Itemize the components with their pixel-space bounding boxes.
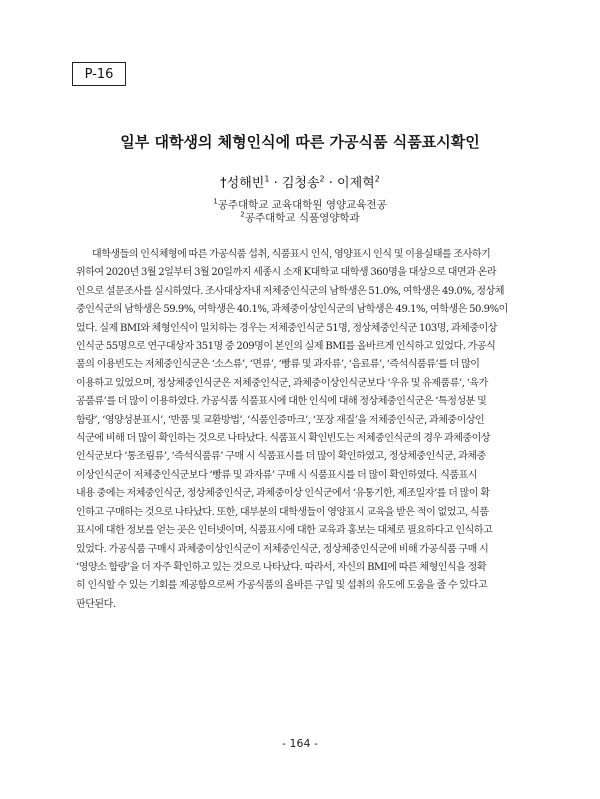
author-name: 이제혁 [337,176,375,191]
abstract-line: 판단된다. [76,598,116,610]
abstract-code-box [72,62,126,86]
author-affiliation-mark: 2 [319,174,325,184]
author-affiliation-mark: 1 [264,174,270,184]
abstract-line: 었다. 실제 BMI와 체형인식이 일치하는 경우는 저체중인식군 51명, 정상체중인식군 103명, 과체중이상 [76,322,497,334]
author-line [0,172,600,191]
author-affiliation-mark: 2 [374,174,380,184]
author-name: 김청송 [281,176,320,191]
abstract-line: 히 인식할 수 있는 기회를 제공함으로써 가공식품의 올바른 구입 및 섭취의 유도에 도움을 줄 수 있다고 [76,580,488,592]
affiliation-text: 공주대학교 교육대학원 영양교육전공 [217,199,387,211]
abstract-line: 공품류’를 더 많이 이용하였다. 가공식품 식품표시에 대한 인식에 대해 정상체중인식군은 ‘특정성분 및 [76,396,487,408]
abstract-line: 대학생들의 인식체형에 따른 가공식품 섭취, 식품표시 인식, 영양표시 인식 및 이용실태를 조사하기 [92,249,491,260]
abstract-line: 이상인식군이 저체중인식군보다 ‘빵류 및 과자류’ 구매 시 식품표시를 더 많이 확인하였다. 식품표시 [76,469,478,481]
abstract-line: 중인식군의 남학생은 59.9%, 여학생은 40.1%, 과체중이상인식군의 남학생은 49.1%, 여학생은 50.9%이 [76,304,508,316]
abstract-line: ‘영양소 함량’을 더 자주 확인하고 있는 것으로 나타났다. 따라서, 자신의 BMI에 따른 체형인식을 정확 [76,561,487,573]
abstract-line: 표시에 대한 정보를 얻는 곳은 인터넷이며, 식품표시에 대한 교육과 홍보는 대체로 필요하다고 인식하고 [76,525,493,537]
affiliation [0,210,600,225]
abstract-line: 내용 중에는 저체중인식군, 정상체중인식군, 과체중이상 인식군에서 ‘유통기한, 제조일자’를 더 많이 확 [76,488,490,500]
abstract-line: 품의 이용빈도는 저체중인식군은 ‘소스류’, ‘면류’, ‘빵류 및 과자류’, ‘음료류’, ‘즉석식품류’를 더 많이 [76,359,480,371]
affiliation-mark: 2 [240,210,245,219]
abstract-code: P-16 [84,66,114,82]
abstract-line: 위하여 2020년 3월 2일부터 3월 20일까지 세종시 소재 K대학교 대학생 360명을 대상으로 대면과 온라 [76,267,497,279]
abstract-line: 있었다. 가공식품 구매시 과체중이상인식군이 저체중인식군, 정상체중인식군에 비해 가공식품 구매 시 [76,543,489,555]
author-name: 성해빈 [226,176,265,191]
author-separator: · [324,176,338,191]
abstract-line: 인으로 설문조사를 실시하였다. 조사대상자내 저체중인식군의 남학생은 51.0%, 여학생은 49.0%, 정상체 [76,285,505,297]
abstract-line: 이용하고 있었으며, 정상체중인식군은 저체중인식군, 과체중이상인식군보다 ‘우유 및 유제품류’, ‘육가 [76,377,488,389]
abstract-body [76,246,532,614]
abstract-line: 식군에 비해 더 많이 확인하는 것으로 나타났다. 식품표시 확인빈도는 저체중인식군의 경우 과체중이상 [76,433,491,445]
abstract-line: 인식군 55명으로 연구대상자 351명 중 209명이 본인의 실제 BMI를 올바르게 인식하고 있었다. 가공식 [76,341,496,353]
paper-title: 일부 대학생의 체형인식에 따른 가공식품 식품표시확인 [120,133,480,151]
abstract-line: 인하고 구매하는 것으로 나타났다. 또한, 대부분의 대학생들이 영양표시 교육을 받은 적이 없었고, 식품 [76,506,489,518]
corresponding-mark: † [220,176,227,191]
page-number: - 164 - [282,737,318,750]
affiliation-mark: 1 [213,197,218,206]
author-separator: · [269,176,282,191]
abstract-line: 인식군보다 ‘통조림류’, ‘즉석식품류’ 구매 시 식품표시를 더 많이 확인하였고, 정상체중인식군, 과체중 [76,451,486,463]
abstract-line: 함량’, ‘영양성분표시’, ‘반품 및 교환방법’, ‘식품인증마크’, ‘포장 재질’을 저체중인식군, 과체중이상인 [76,414,485,426]
affiliation-text: 공주대학교 식품영양학과 [244,212,360,224]
